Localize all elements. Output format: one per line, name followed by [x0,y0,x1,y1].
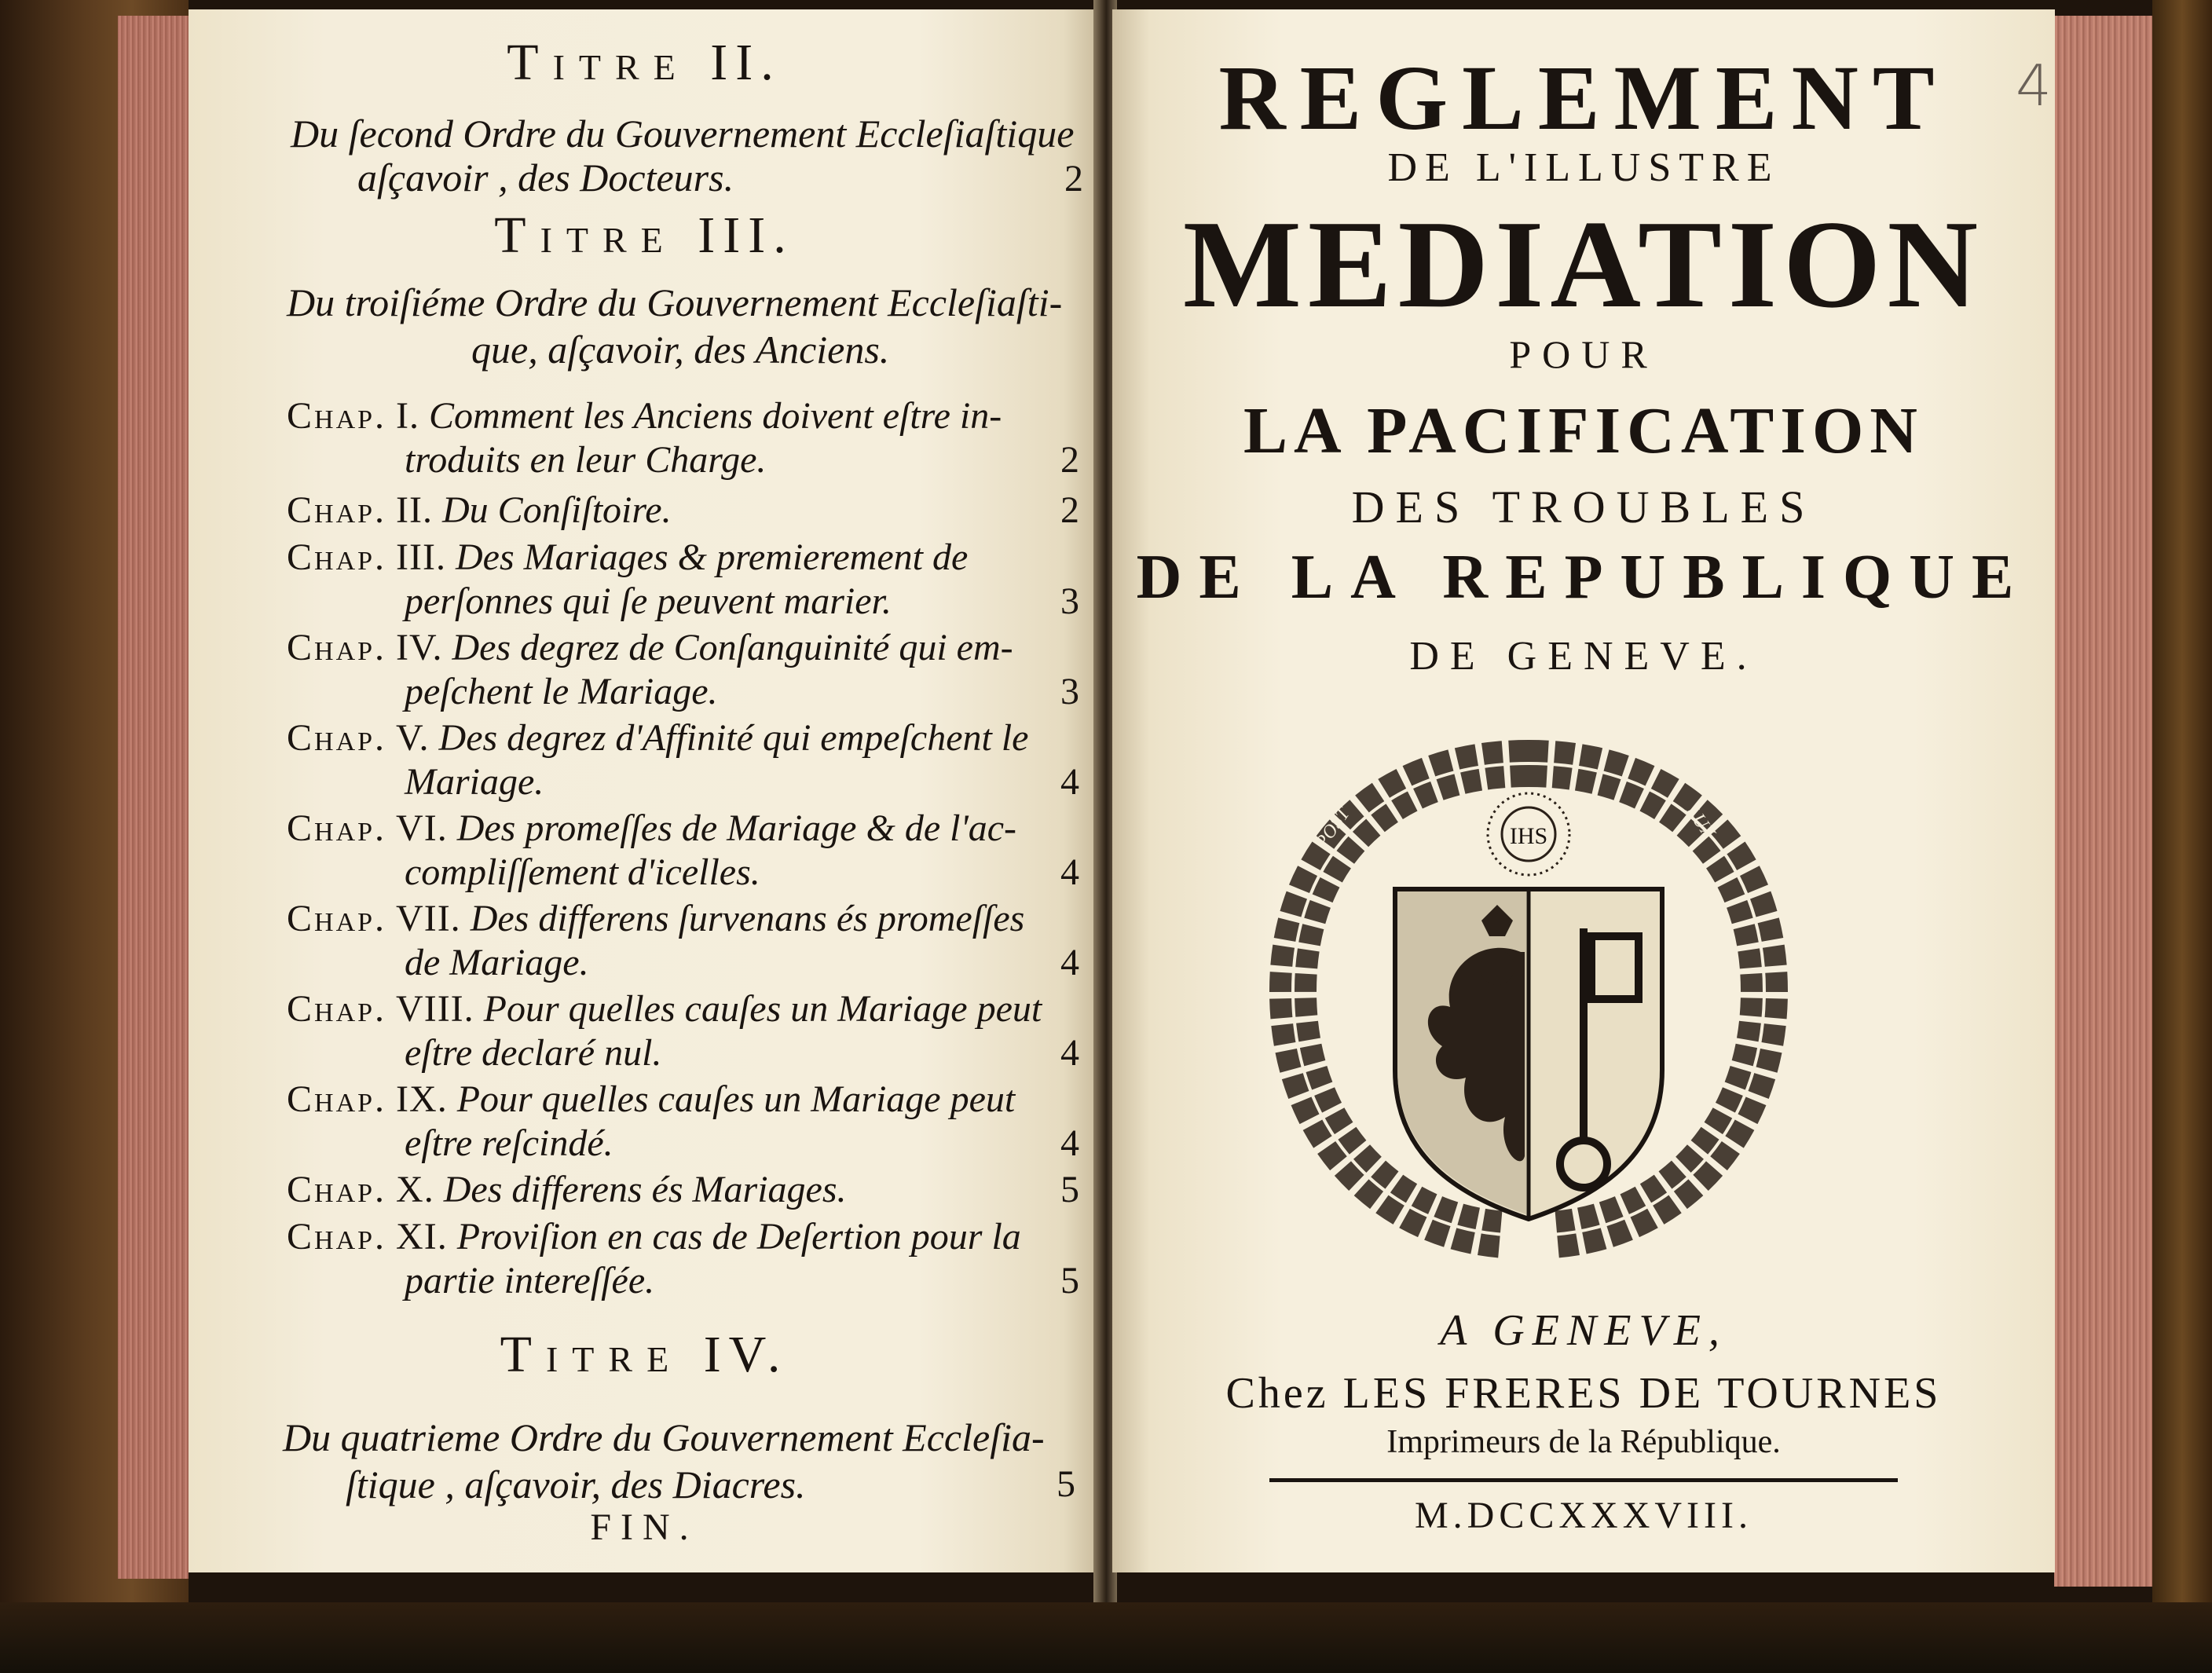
title-reglement: REGLEMENT [1218,46,1949,149]
title-de-lillustre: DE L'ILLUSTRE [1387,145,1780,190]
chapter-title-cont: perſonnes qui ſe peuvent marier. [405,580,892,622]
chapter-label: Chap. [287,717,387,759]
chapter-label: Chap. [287,536,387,578]
chapter-entry [287,394,1100,481]
chapter-number: IX. [396,1078,448,1120]
chapter-entry [287,897,1100,983]
titre-ii-description: Du ſecond Ordre du Gouvernement Eccleſiaſtique [291,112,1075,156]
chapter-entry [287,987,1100,1074]
chapter-page-number: 3 [1060,580,1079,622]
chapter-title-cont: partie intereſſée. [405,1260,655,1301]
chapter-label: Chap. [287,1216,387,1257]
titre-label: Titre [507,34,690,91]
chapter-page-number: 3 [1060,671,1079,712]
titre-iv-description: Du quatrieme Ordre du Gouvernement Eccleſia- [283,1415,1045,1459]
chapter-title: Des degrez d'Affinité qui empeſchent le [438,717,1029,759]
imprint-place: A GENEVE, [1440,1306,1727,1355]
chapter-title: Proviſion en cas de Deſertion pour la [456,1216,1021,1257]
chapter-number: VI. [396,807,448,849]
geneva-coat-of-arms-emblem [1246,732,1811,1258]
chapter-number: I. [396,395,420,437]
title-la-pacification: LA PACIFICATION [1243,394,1924,467]
shield-icon [1395,889,1662,1219]
chapter-label: Chap. [287,1169,387,1210]
chapter-label: Chap. [287,807,387,849]
imprint-printer: Chez LES FRERES DE TOURNES [1225,1369,1942,1418]
chapter-title-cont: eſtre declaré nul. [405,1032,662,1074]
chapter-entry [287,1215,1100,1301]
chapter-page-number: 4 [1060,761,1079,803]
ribbon-text-right: LUX [1682,801,1719,843]
chapter-number: X. [396,1169,434,1210]
chapter-entry [287,1168,1100,1212]
chapter-label: Chap. [287,627,387,668]
imprint-imprimeurs: Imprimeurs de la République. [1386,1424,1781,1460]
chapter-label: Chap. [287,988,387,1030]
chapter-label: Chap. [287,395,387,437]
page-edges-right [2054,16,2152,1587]
chapter-title: Pour quelles cauſes un Mariage peut [456,1078,1016,1120]
cover-bottom [0,1602,2212,1673]
title-des-troubles: DES TROUBLES [1351,481,1816,533]
chapter-title: Des Mariages & premierement de [456,536,969,578]
chapter-entry [287,807,1100,893]
chapter-title-cont: troduits en leur Charge. [405,439,767,481]
chapter-page-number: 4 [1060,1032,1079,1074]
chapter-title: Comment les Anciens doivent eſtre in- [429,395,1002,437]
chapter-entry [287,489,1100,533]
chapter-title: Des differens és Mariages. [443,1169,847,1210]
titre-iii-heading [189,206,1100,265]
titre-iv-description-cont: ſtique , aſçavoir, des Diacres. [346,1463,806,1506]
chapter-number: II. [396,489,434,531]
chapter-label: Chap. [287,489,387,531]
chapter-title: Des differens ſurvenans és promeſſes [470,898,1025,939]
page-number: 5 [1057,1463,1075,1505]
chapter-title: Du Conſiſtoire. [442,489,672,531]
page-number: 2 [1064,158,1083,200]
imprint-rule [1269,1478,1898,1482]
leather-cover-right [2152,0,2212,1673]
chapter-page-number: 4 [1060,1122,1079,1164]
title-de-geneve: DE GENEVE. [1409,634,1758,679]
chapter-page-number: 4 [1060,851,1079,893]
chapter-number: XI. [396,1216,448,1257]
chapter-number: VII. [396,898,461,939]
titre-iii-description: Du troiſiéme Ordre du Gouvernement Eccleſiaſti- [287,280,1063,324]
titre-label: Titre [500,1326,683,1383]
chapter-page-number: 2 [1060,439,1079,481]
chapter-number: V. [396,717,430,759]
titre-label: Titre [494,207,677,264]
titre-number: II. [710,34,782,91]
chapter-number: VIII. [396,988,474,1030]
chapter-title: Des promeſſes de Mariage & de l'ac- [456,807,1017,849]
right-page-title-page [1112,9,2055,1572]
chapter-page-number: 2 [1060,489,1079,531]
chapter-entry [287,716,1100,803]
chapter-title: Des degrez de Conſanguinité qui em- [452,627,1013,668]
chapter-title-cont: peſchent le Mariage. [405,671,718,712]
title-mediation: MEDIATION [1182,194,1985,334]
chapter-page-number: 5 [1060,1260,1079,1301]
chapter-entry [287,1078,1100,1164]
chapter-title-cont: eſtre reſcindé. [405,1122,613,1164]
page-edges-left [118,16,189,1579]
imprint-date: M.DCCXXXVIII. [1415,1495,1752,1536]
chapter-label: Chap. [287,898,387,939]
chapter-entry [287,536,1100,622]
chapter-title-cont: Mariage. [405,761,544,803]
title-de-la-republique: DE LA REPUBLIQUE [1136,543,2031,612]
titre-iv-heading [189,1325,1100,1385]
chapter-number: IV. [396,627,443,668]
ribbon-text-bottom-left: TENEBRAS [1305,1164,1364,1246]
chapter-label: Chap. [287,1078,387,1120]
titre-number: III. [698,207,794,264]
chapter-entry [287,626,1100,712]
left-page [189,9,1100,1572]
chapter-number: III. [396,536,446,578]
chapter-title: Pour quelles cauſes un Mariage peut [483,988,1042,1030]
ihs-monogram: IHS [1509,823,1548,849]
titre-ii-description-cont: aſçavoir , des Docteurs. [357,156,734,200]
fin: FIN. [590,1506,698,1548]
titre-ii-heading [189,33,1100,93]
ribbon-text-left: POST [1311,804,1354,853]
chapter-page-number: 4 [1060,942,1079,983]
title-pour: POUR [1509,332,1658,376]
pencil-page-note: 4 [2016,53,2052,119]
sun-ihs-icon [1488,793,1569,875]
titre-iii-description-cont: que, aſçavoir, des Anciens. [471,328,890,372]
titre-number: IV. [703,1326,789,1383]
chapter-title-cont: de Mariage. [405,942,589,983]
chapter-page-number: 5 [1060,1169,1079,1210]
chapter-title-cont: compliſſement d'icelles. [405,851,760,893]
